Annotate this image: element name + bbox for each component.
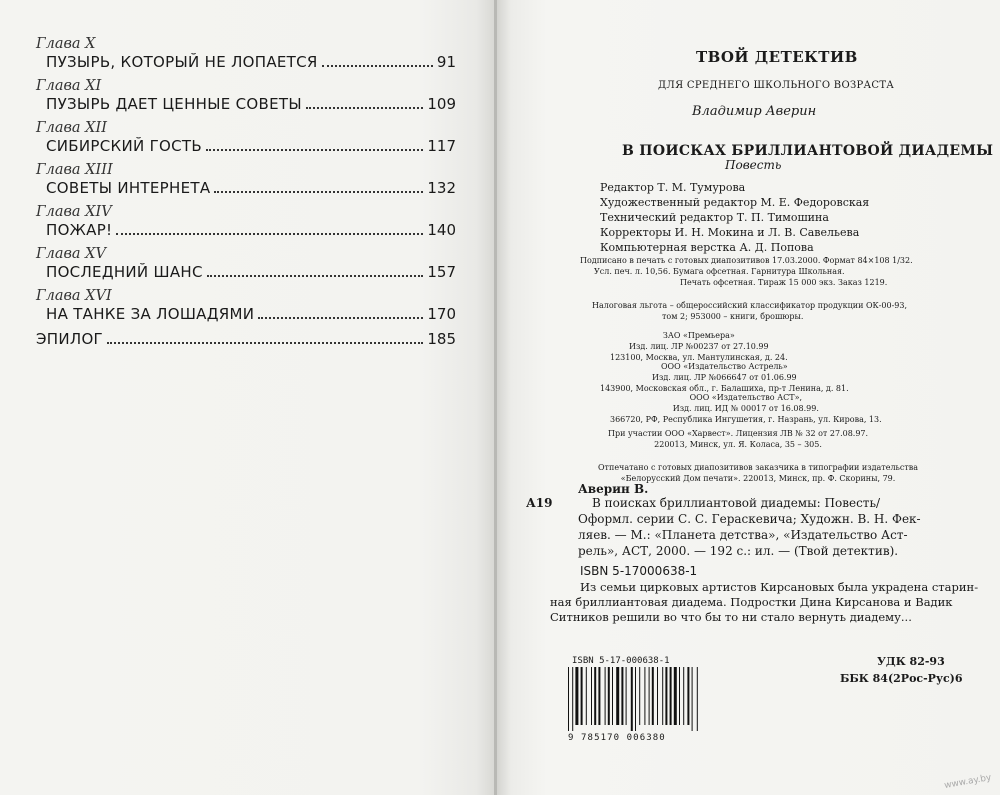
chapter-label: Глава XVI [36, 288, 112, 304]
leader-dots [214, 191, 423, 193]
credit-line: Редактор Т. М. Тумурова [600, 181, 746, 194]
annotation [550, 580, 978, 625]
credits [600, 180, 869, 255]
chapter-label: Глава XV [36, 246, 106, 262]
isbn-barcode [562, 656, 747, 744]
page-number: 170 [427, 305, 456, 323]
page-number: 132 [427, 179, 456, 197]
publisher-premiera [610, 330, 788, 363]
toc-entry[interactable] [36, 204, 456, 246]
toc-entry[interactable] [36, 162, 456, 204]
publisher-line: 123100, Москва, ул. Мантулинская, д. 24. [610, 353, 788, 362]
annotation-line: ная бриллиантовая диадема. Подростки Дина Кирсанова и Вадик [550, 595, 953, 609]
printed-line: Отпечатано с готовых диапозитивов заказчика в типографии издательства [598, 463, 919, 472]
chapter-label: Глава XI [36, 78, 102, 94]
barcode-bar [674, 667, 677, 725]
bib-author: Аверин В. [578, 482, 649, 496]
barcode-bar [598, 667, 600, 725]
toc-entry-epilog[interactable] [36, 330, 456, 372]
barcode-bar [692, 667, 693, 731]
publisher-line: 143900, Московская обл., г. Балашиха, пр-т Ленина, д. 81. [600, 384, 849, 393]
printed-info [598, 462, 918, 484]
barcode-bar [679, 667, 680, 725]
page-number: 91 [436, 53, 456, 71]
barcode-bar [631, 667, 633, 731]
barcode-bar [657, 667, 658, 725]
barcode-bar [594, 667, 596, 725]
harvest-line: При участии ООО «Харвест». Лицензия ЛВ № 32 от 27.08.97. [608, 429, 869, 438]
bib-line: В поисках бриллиантовой диадемы: Повесть/ [592, 496, 881, 510]
credit-line: Технический редактор Т. П. Тимошина [600, 211, 829, 224]
print-line: Усл. печ. л. 10,56. Бумага офсетная. Гарнитура Школьная. [594, 267, 845, 276]
isbn: ISBN 5-17000638-1 [580, 564, 698, 578]
barcode-bar [665, 667, 667, 725]
barcode-digits: 9 785170 006380 [568, 733, 666, 743]
barcode-bar [662, 667, 663, 725]
chapter-title: СОВЕТЫ ИНТЕРНЕТА [46, 179, 211, 197]
barcode-bar [621, 667, 623, 725]
table-of-contents [36, 36, 456, 372]
page-number: 185 [427, 330, 456, 348]
publisher-line: ООО «Издательство АСТ», [689, 393, 803, 402]
annotation-line: Ситников решили во что бы то ни стало вернуть диадему... [550, 610, 912, 624]
epilog-title: ЭПИЛОГ [36, 330, 104, 348]
barcode-bar [591, 667, 592, 725]
barcode-isbn-text: ISBN 5-17-000638-1 [572, 656, 670, 666]
credit-line: Компьютерная верстка А. Д. Попова [600, 241, 814, 254]
barcode-bar [626, 667, 627, 725]
barcode-bar [568, 667, 569, 731]
barcode-bar [644, 667, 645, 725]
chapter-label: Глава XII [36, 120, 107, 136]
printed-line: «Белорусский Дом печати». 220013, Минск, пр. Ф. Скорины, 79. [620, 474, 896, 483]
chapter-title: ПОЖАР! [46, 221, 113, 239]
chapter-title: СИБИРСКИЙ ГОСТЬ [46, 137, 202, 155]
barcode-bar [639, 667, 640, 725]
tax-line: Налоговая льгота – общероссийский классификатор продукции ОК-00-93, [592, 301, 908, 310]
leader-dots [322, 65, 433, 67]
leader-dots [258, 317, 423, 319]
barcode-bar [635, 667, 636, 731]
barcode-bar [572, 667, 573, 731]
toc-entry[interactable] [36, 36, 456, 78]
page-number: 140 [427, 221, 456, 239]
toc-entry[interactable] [36, 288, 456, 330]
leader-dots [207, 275, 424, 277]
leader-dots [107, 342, 423, 344]
page-number: 109 [427, 95, 456, 113]
barcode-bar [575, 667, 578, 725]
chapter-title: НА ТАНКЕ ЗА ЛОШАДЯМИ [46, 305, 255, 323]
publisher-line: ООО «Издательство Астрель» [660, 362, 788, 371]
harvest-info [608, 428, 868, 450]
print-info [580, 255, 913, 288]
bibliographic-record [578, 495, 921, 559]
toc-entry[interactable] [36, 78, 456, 120]
barcode-bars [562, 667, 747, 733]
genre-label: Повесть [725, 158, 782, 172]
leader-dots [116, 233, 423, 235]
book-title: В ПОИСКАХ БРИЛЛИАНТОВОЙ ДИАДЕМЫ [622, 143, 994, 159]
harvest-line: 220013, Минск, ул. Я. Коласа, 35 – 305. [654, 440, 822, 449]
author-name: Владимир Аверин [692, 104, 817, 119]
barcode-bar [687, 667, 689, 725]
publisher-line: Изд. лиц. ЛР №066647 от 01.06.99 [651, 373, 797, 382]
watermark: www.ay.by [943, 772, 993, 792]
audience-label: ДЛЯ СРЕДНЕГО ШКОЛЬНОГО ВОЗРАСТА [658, 80, 895, 91]
publisher-line: Изд. лиц. ИД № 00017 от 16.08.99. [672, 404, 819, 413]
barcode-bar [649, 667, 650, 725]
barcode-bar [670, 667, 672, 725]
publisher-line: 366720, РФ, Республика Ингушетия, г. Назрань, ул. Кирова, 13. [610, 415, 882, 424]
bib-line: ляев. — М.: «Планета детства», «Издательство Аст- [578, 528, 908, 542]
bib-line: рель», АСТ, 2000. — 192 с.: ил. — (Твой детектив). [578, 544, 899, 558]
barcode-bar [683, 667, 684, 725]
tax-line: том 2; 953000 – книги, брошюры. [662, 312, 804, 321]
barcode-bar [608, 667, 610, 725]
bib-code: А19 [526, 496, 553, 510]
toc-entry[interactable] [36, 246, 456, 288]
chapter-title: ПУЗЫРЬ, КОТОРЫЙ НЕ ЛОПАЕТСЯ [46, 53, 318, 71]
barcode-bar [605, 667, 606, 725]
toc-entry[interactable] [36, 120, 456, 162]
series-name: ТВОЙ ДЕТЕКТИВ [696, 48, 858, 66]
page-number: 157 [427, 263, 456, 281]
book-gutter [494, 0, 497, 795]
chapter-label: Глава X [36, 36, 96, 52]
credit-line: Художественный редактор М. Е. Федоровская [600, 196, 870, 209]
print-line: Подписано в печать с готовых диапозитивов 17.03.2000. Формат 84×108 1/32. [580, 256, 913, 265]
barcode-bar [581, 667, 583, 725]
leader-dots [206, 149, 423, 151]
bbk-code: ББК 84(2Рос-Рус)6 [840, 672, 963, 685]
udk-code: УДК 82-93 [877, 655, 945, 668]
publisher-astrel [600, 361, 849, 394]
tax-info [592, 300, 907, 322]
publisher-ast [610, 392, 882, 425]
barcode-bar [697, 667, 698, 731]
credit-line: Корректоры И. Н. Мокина и Л. В. Савельева [600, 226, 860, 239]
chapter-label: Глава XIV [36, 204, 112, 220]
chapter-label: Глава XIII [36, 162, 113, 178]
barcode-bar [586, 667, 587, 725]
page-number: 117 [427, 137, 456, 155]
chapter-title: ПУЗЫРЬ ДАЕТ ЦЕННЫЕ СОВЕТЫ [46, 95, 302, 113]
barcode-bar [652, 667, 654, 725]
barcode-bar [612, 667, 613, 725]
chapter-title: ПОСЛЕДНИЙ ШАНС [46, 263, 203, 281]
bib-line: Оформл. серии С. С. Гераскевича; Художн. В. Н. Фек- [578, 512, 921, 526]
print-line: Печать офсетная. Тираж 15 000 экз. Заказ 1219. [680, 278, 888, 287]
publisher-line: Изд. лиц. ЛР №00237 от 27.10.99 [629, 342, 769, 351]
leader-dots [306, 107, 423, 109]
barcode-bar [616, 667, 619, 725]
annotation-line: Из семьи цирковых артистов Кирсановых была украдена старин- [580, 580, 979, 594]
publisher-line: ЗАО «Премьера» [662, 331, 735, 340]
